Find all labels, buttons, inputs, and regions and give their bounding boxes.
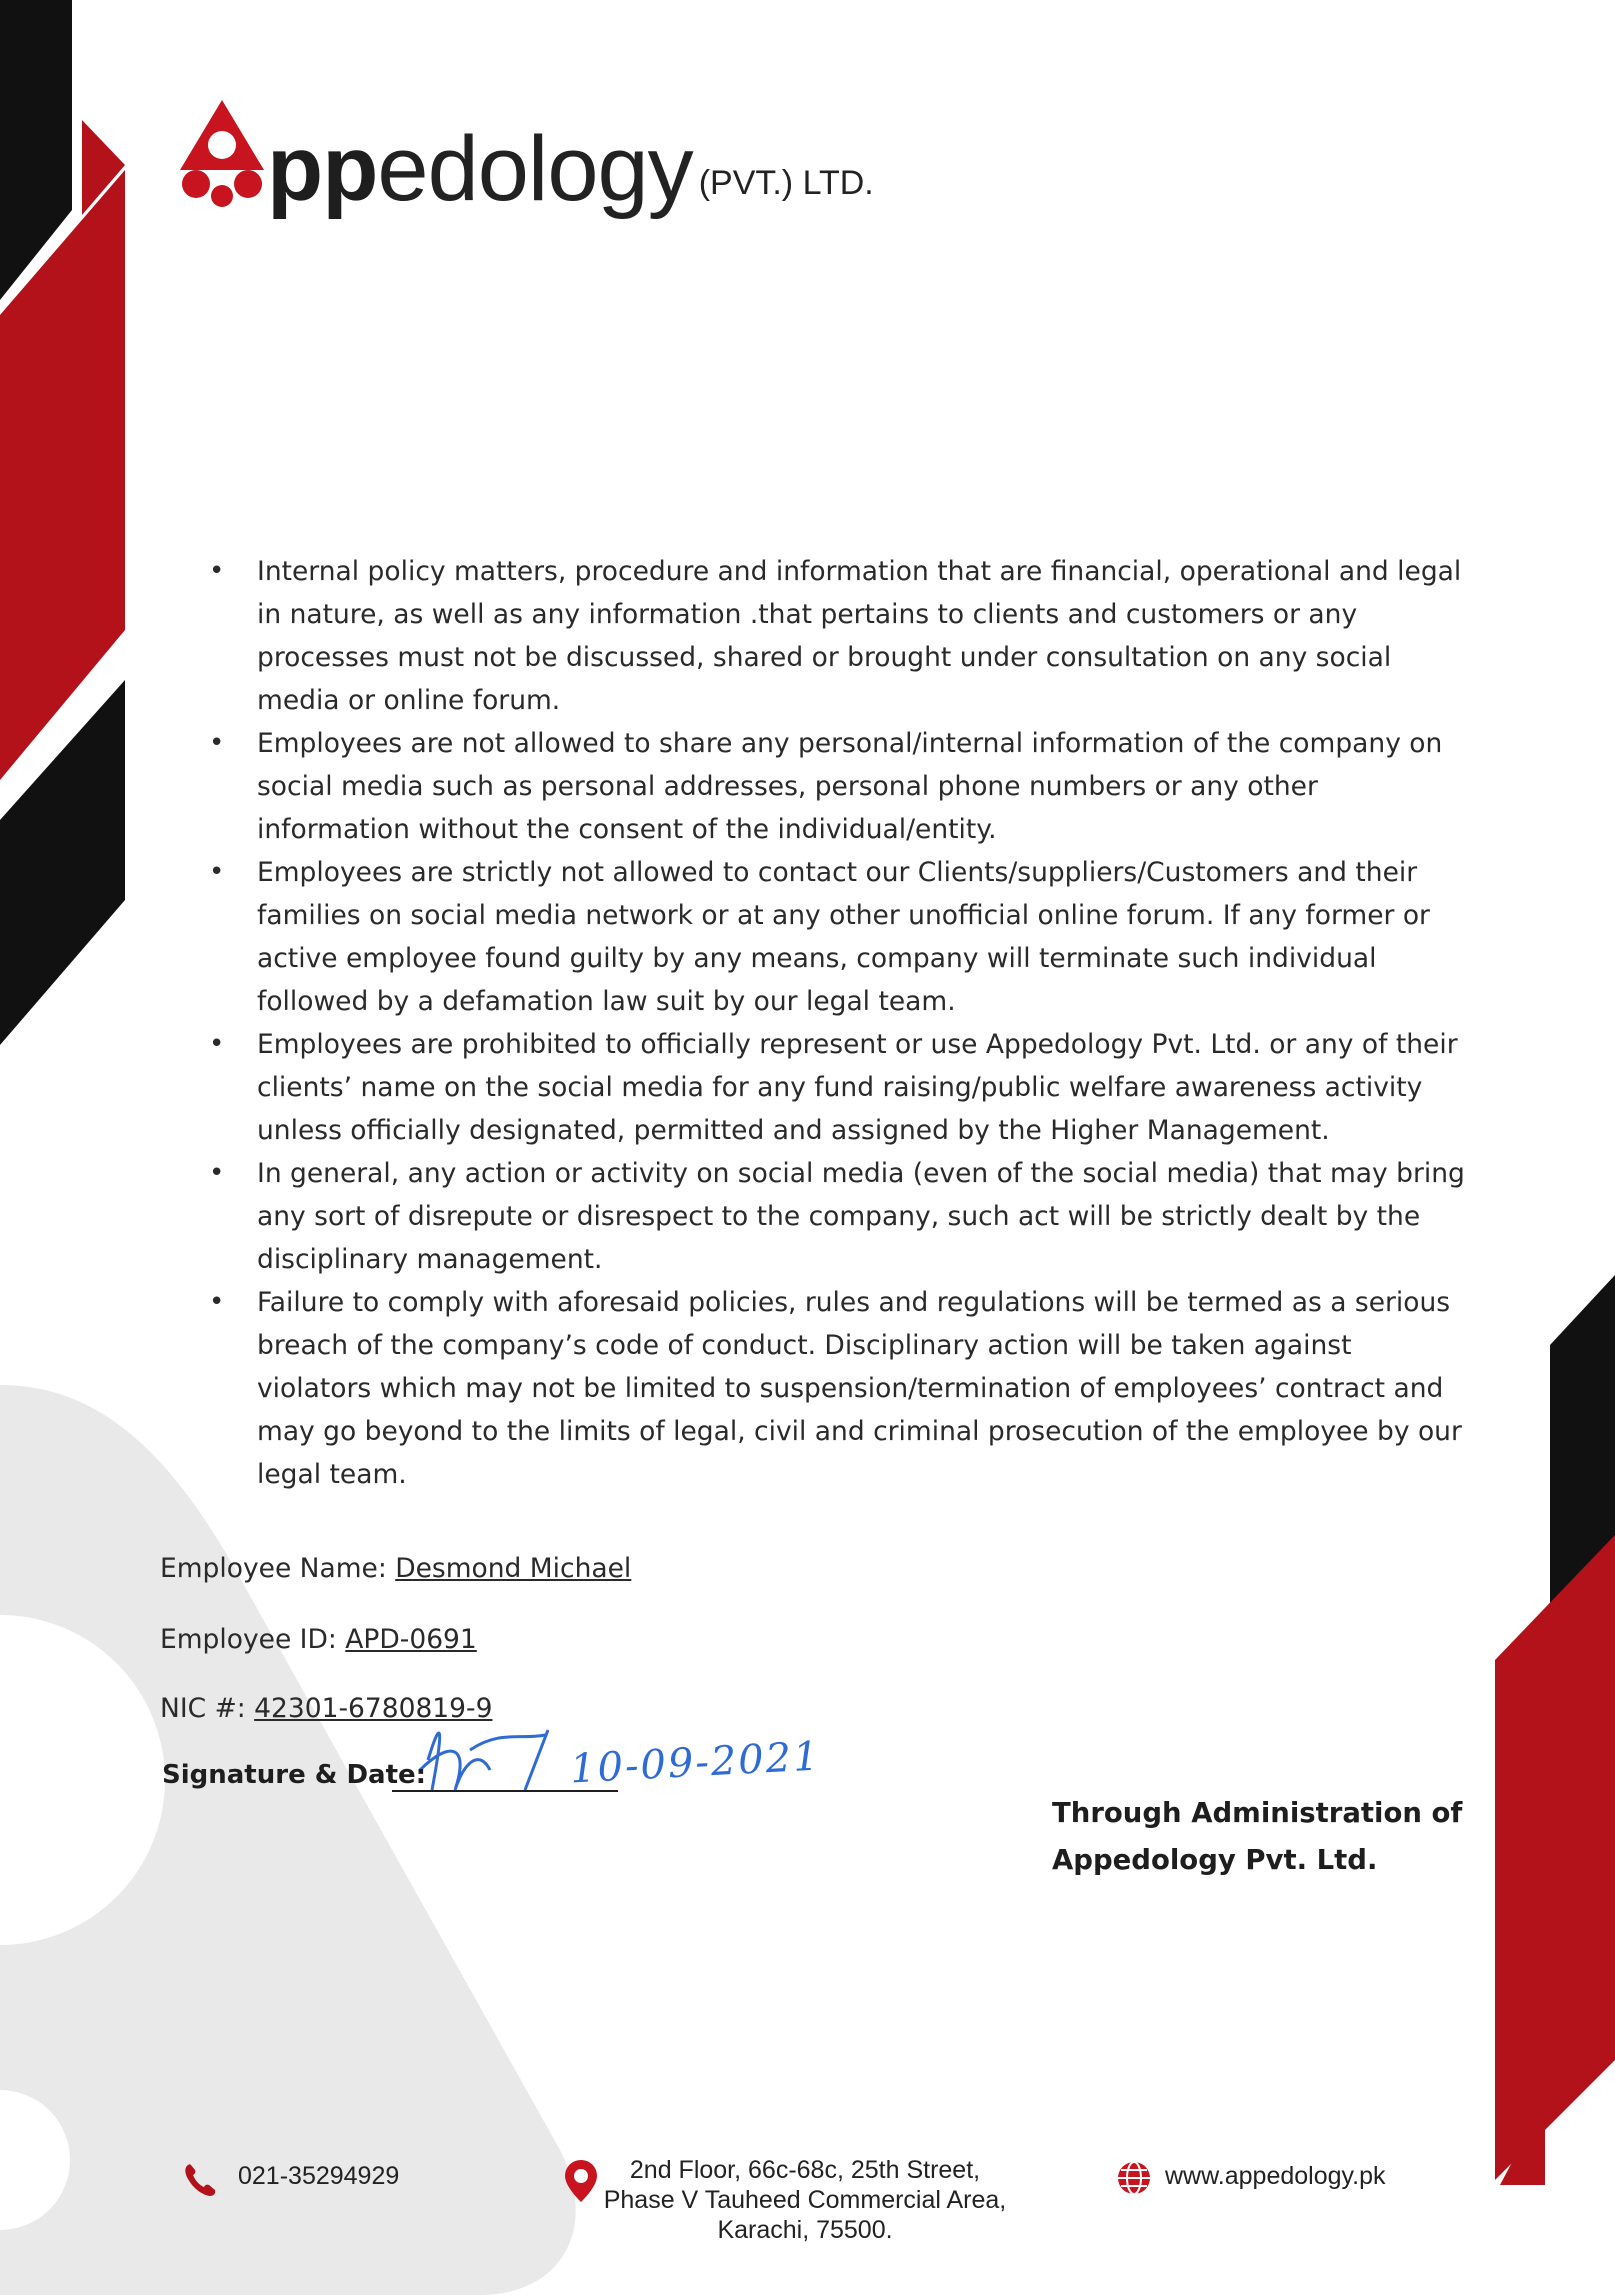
logo-light-part: edology	[377, 118, 693, 220]
nic-field	[160, 1693, 492, 1724]
globe-icon	[1116, 2160, 1152, 2196]
nic-label: NIC #:	[160, 1693, 246, 1724]
company-logo	[185, 95, 874, 220]
footer-website-link[interactable]: www.appedology.pk	[1165, 2162, 1386, 2190]
phone-icon	[182, 2162, 218, 2198]
administration-block	[1052, 1790, 1462, 1884]
admin-line-1: Through Administration of	[1052, 1797, 1463, 1829]
admin-line-2: Appedology Pvt. Ltd.	[1052, 1844, 1378, 1876]
employee-id-value: APD-0691	[345, 1624, 477, 1655]
policy-item: • Employees are strictly not allowed to contact our Clients/suppliers/Customers and their families on social media network or at any other unofficial online forum. If any former or active employee found guilty by any means, company will terminate such individual followed by a defamation law suit by our legal team.	[205, 851, 1465, 1023]
bullet-icon: •	[209, 1029, 225, 1059]
signature-date: 10-09-2021	[568, 1733, 822, 1793]
address-line-1: 2nd Floor, 66c-68c, 25th Street,	[629, 2156, 981, 2184]
signature-scribble	[420, 1730, 548, 1790]
policy-item: • In general, any action or activity on social media (even of the social media) that may bring any sort of disrepute or disrespect to the company, such act will be strictly dealt by the disciplinary management.	[205, 1152, 1465, 1281]
bullet-icon: •	[209, 1287, 225, 1317]
signature-label: Signature & Date:	[162, 1760, 427, 1790]
logo-suffix: (PVT.) LTD.	[698, 164, 874, 202]
right-red-band	[1495, 1535, 1615, 2180]
footer-address	[590, 2155, 1020, 2245]
bullet-icon: •	[209, 556, 225, 586]
employee-name-field	[160, 1553, 631, 1584]
policy-list	[205, 550, 1465, 1496]
employee-id-label: Employee ID:	[160, 1624, 337, 1655]
address-line-3: Karachi, 75500.	[717, 2216, 893, 2244]
employee-name-label: Employee Name:	[160, 1553, 387, 1584]
bullet-icon: •	[209, 728, 225, 758]
logo-bold-part: pp	[267, 118, 378, 220]
policy-item: • Employees are not allowed to share any personal/internal information of the company on social media such as personal addresses, personal phone numbers or any other information without the consent of the individual/entity.	[205, 722, 1465, 851]
address-line-2: Phase V Tauheed Commercial Area,	[603, 2186, 1007, 2214]
bullet-icon: •	[209, 1158, 225, 1188]
employee-id-field	[160, 1624, 477, 1655]
policy-item: • Failure to comply with aforesaid policies, rules and regulations will be termed as a serious breach of the company’s code of conduct. Disciplinary action will be taken against violators which may not be limited to suspension/termination of employees’ contract and may go beyond to the limits of legal, civil and criminal prosecution of the employee by our legal team.	[205, 1281, 1465, 1496]
policy-item: • Employees are prohibited to officially represent or use Appedology Pvt. Ltd. or any of their clients’ name on the social media for any fund raising/public welfare awareness activity unless officially designated, permitted and assigned by the Higher Management.	[205, 1023, 1465, 1152]
nic-value: 42301-6780819-9	[254, 1693, 493, 1724]
bullet-icon: •	[209, 857, 225, 887]
footer-phone[interactable]: 021-35294929	[238, 2162, 400, 2190]
logo-wordmark	[185, 118, 693, 220]
employee-name-value: Desmond Michael	[395, 1553, 632, 1584]
policy-item: • Internal policy matters, procedure and information that are financial, operational and legal in nature, as well as any information .that pertains to clients and customers or any processes must not be discussed, shared or brought under consultation on any social media or online forum.	[205, 550, 1465, 722]
